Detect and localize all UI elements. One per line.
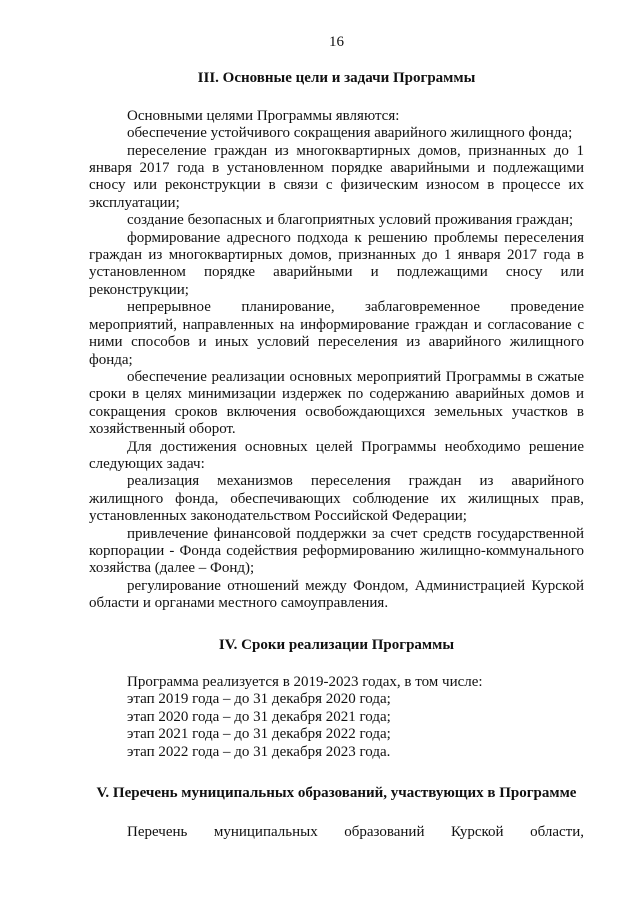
stage-item: этап 2020 года – до 31 декабря 2021 года; [127,708,391,725]
section-3-title: III. Основные цели и задачи Программы [197,70,476,87]
paragraph: переселение граждан из многоквартирных домов, признанных до 1 января 2017 года в установленном порядке аварийными и подлежащими сносу или реконструкции в связи с физическим износом в процессе их эксплуатации; [89,142,584,211]
paragraph: обеспечение устойчивого сокращения аварийного жилищного фонда; [127,125,573,142]
paragraph: Основными целями Программы являются: [127,107,400,124]
section-3-body [89,108,584,613]
stage-item: этап 2021 года – до 31 декабря 2022 года; [127,726,391,743]
section-4-title: IV. Сроки реализации Программы [218,636,455,653]
page-number: 16 [329,34,344,50]
paragraph: формирование адресного подхода к решению проблемы переселения граждан из многоквартирных домов, признанных до 1 января 2017 года в установленном порядке аварийными и подлежащими сносу или реконструкции; [89,229,584,298]
paragraph: непрерывное планирование, заблаговременное проведение мероприятий, направленных на информирование граждан и согласование с ними способов и иных условий переселения из аварийного жилищного фонда; [89,299,584,368]
section-5-title: V. Перечень муниципальных образований, участвующих в Программе [96,785,577,802]
paragraph: привлечение финансовой поддержки за счет средств государственной корпорации - Фонда содействия реформированию жилищно-коммунального хозяйства (далее – Фонд); [89,525,584,577]
stage-item: этап 2022 года – до 31 декабря 2023 года. [127,743,391,760]
paragraph: обеспечение реализации основных мероприятий Программы в сжатые сроки в целях минимизации издержек по содержанию аварийных домов и сокращения сроков включения освобождающихся земельных участков в хозяйственный оборот. [89,368,584,438]
paragraph: Перечень муниципальных образований Курской области, [127,824,584,841]
paragraph: Для достижения основных целей Программы необходимо решение следующих задач: [89,438,584,472]
section-4-body [89,674,584,761]
paragraph: Программа реализуется в 2019-2023 годах, в том числе: [127,674,483,690]
stage-item: этап 2019 года – до 31 декабря 2020 года; [127,691,391,708]
paragraph: регулирование отношений между Фондом, Администрацией Курской области и органами местного самоуправления. [89,577,584,612]
paragraph: создание безопасных и благоприятных условий проживания граждан; [127,212,574,229]
paragraph: реализация механизмов переселения граждан из аварийного жилищного фонда, обеспечивающих соблюдение их жилищных прав, установленных законодательством Российской Федерации; [89,473,584,525]
